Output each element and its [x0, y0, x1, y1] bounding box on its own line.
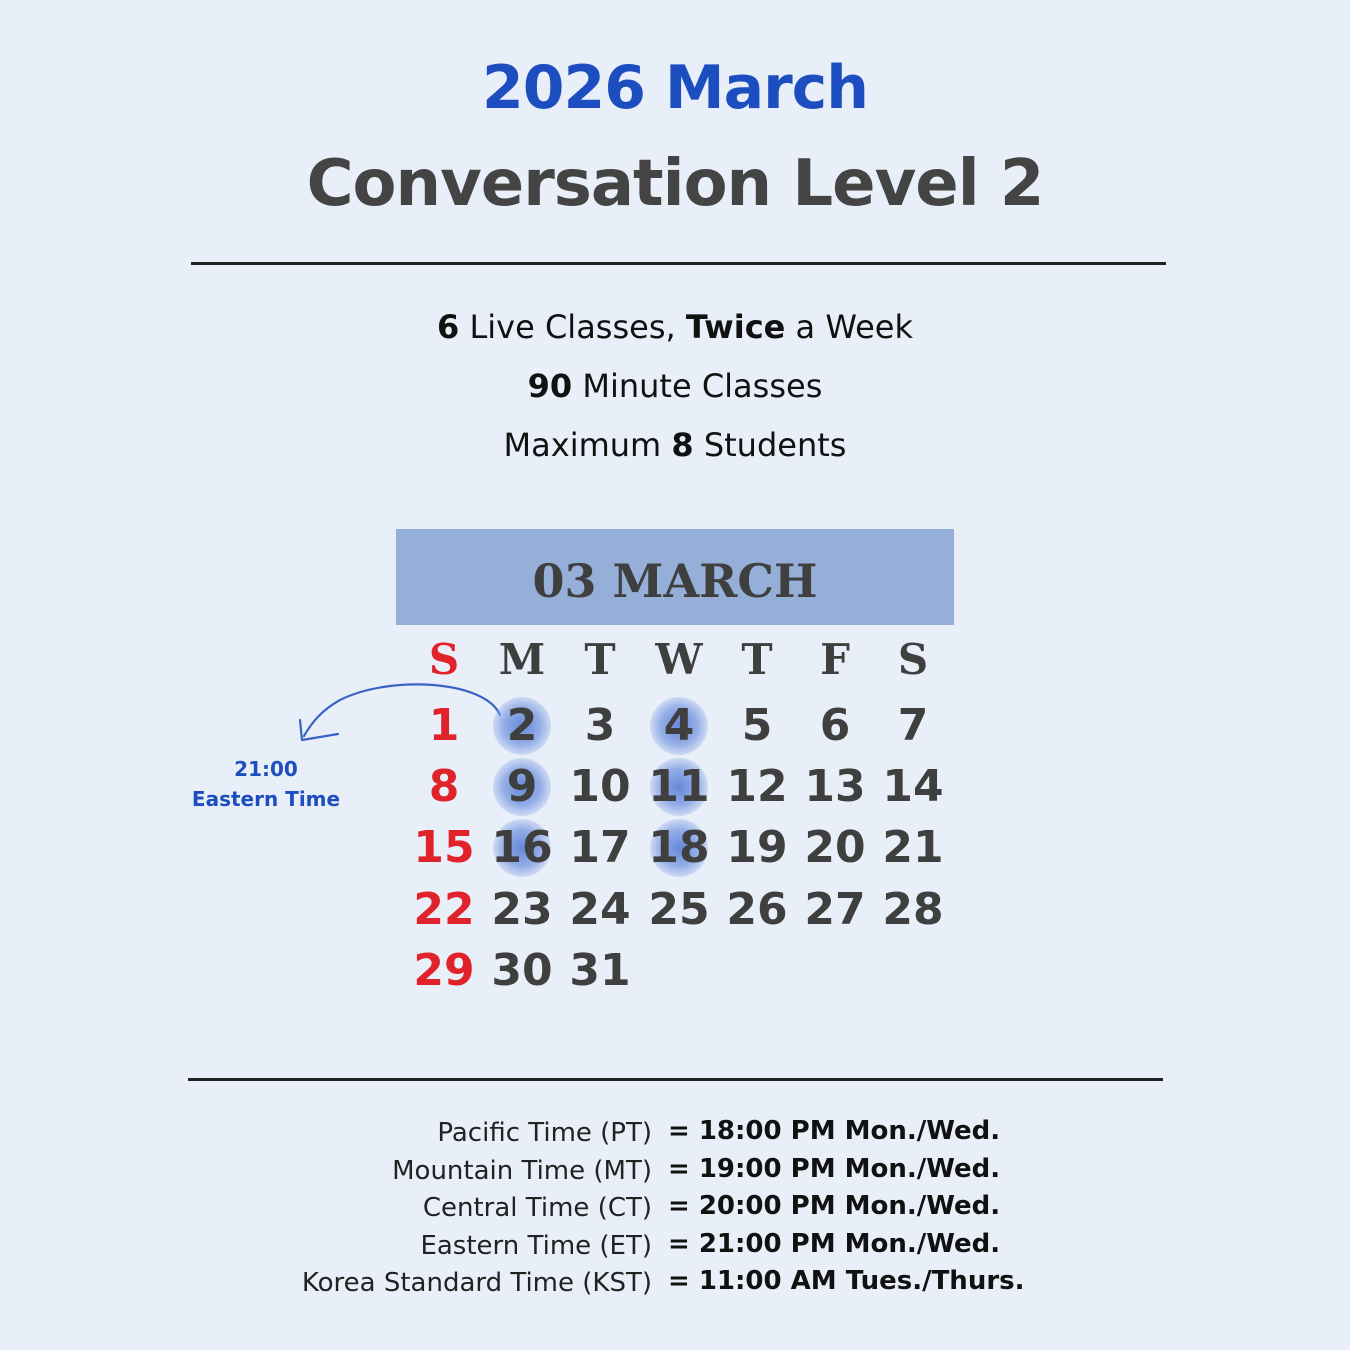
calendar-day-class: [483, 757, 561, 817]
calendar-day: [561, 757, 639, 817]
calendar-day-number: 22: [413, 884, 475, 935]
feature-capacity-count: 8: [671, 426, 694, 464]
calendar-day-number: 28: [882, 884, 944, 935]
calendar-day: [796, 757, 874, 817]
feature-capacity: [0, 416, 1350, 475]
feature-capacity-text: Students: [693, 426, 847, 464]
feature-capacity-prefix: Maximum: [503, 426, 672, 464]
divider-bottom: [188, 1078, 1163, 1081]
timezone-row-mt: [0, 1152, 1350, 1190]
timezone-row-pt: [0, 1114, 1350, 1152]
annotation-zone: Eastern Time: [191, 787, 341, 811]
weekday-label: S: [897, 635, 929, 684]
calendar-day-number: 21: [882, 822, 944, 873]
weekday-header: [796, 630, 874, 690]
calendar-day-number: 16: [491, 822, 553, 873]
timezone-name: Korea Standard Time (KST): [301, 1268, 652, 1298]
weekday-label: F: [820, 635, 850, 684]
calendar-day-number: 24: [569, 884, 631, 935]
timezone-value: = 20:00 PM Mon./Wed.: [668, 1191, 1001, 1221]
timezone-row-et: [0, 1227, 1350, 1265]
timezone-value: = 21:00 PM Mon./Wed.: [668, 1229, 1001, 1259]
timezone-name: Eastern Time (ET): [420, 1231, 652, 1261]
calendar-day-number: 27: [804, 884, 866, 935]
calendar-day-number: 11: [648, 761, 710, 812]
calendar-day: [718, 757, 796, 817]
timezone-row-ct: [0, 1189, 1350, 1227]
calendar-day-number: 30: [491, 945, 553, 996]
feature-classes-count: 6: [437, 308, 460, 346]
calendar-day-number: 20: [804, 822, 866, 873]
feature-frequency-text: a Week: [785, 308, 913, 346]
calendar-day-class: [640, 818, 718, 878]
divider-top: [191, 262, 1166, 265]
timezone-value: = 19:00 PM Mon./Wed.: [668, 1154, 1001, 1184]
calendar-month-label: 03 MARCH: [532, 554, 818, 608]
title-course: Conversation Level 2: [306, 147, 1044, 221]
calendar-day: [796, 818, 874, 878]
calendar-day: [640, 880, 718, 940]
calendar-day-number: 10: [569, 761, 631, 812]
timezone-name: Central Time (CT): [422, 1193, 652, 1223]
timezone-name: Pacific Time (PT): [437, 1118, 652, 1148]
calendar-day: [796, 880, 874, 940]
calendar-day-number: 13: [804, 761, 866, 812]
calendar-day: [718, 880, 796, 940]
calendar-day: [561, 941, 639, 1001]
calendar-day: [561, 818, 639, 878]
calendar-day-number: 1: [428, 700, 460, 751]
calendar-day: [874, 757, 952, 817]
feature-classes-text: Live Classes,: [459, 308, 686, 346]
annotation-time: 21:00: [234, 757, 298, 781]
calendar-day: [561, 696, 639, 756]
weekday-label: M: [498, 635, 546, 684]
calendar-day: [561, 880, 639, 940]
calendar-day-number: 17: [569, 822, 631, 873]
calendar-day: [483, 941, 561, 1001]
calendar-day-class: [640, 757, 718, 817]
timezone-name: Mountain Time (MT): [392, 1156, 652, 1186]
feature-duration-text: Minute Classes: [572, 367, 823, 405]
weekday-header: [718, 630, 796, 690]
calendar-day: [405, 941, 483, 1001]
calendar-day-number: 7: [897, 700, 929, 751]
calendar-day: [874, 818, 952, 878]
feature-duration-minutes: 90: [527, 367, 573, 405]
feature-duration: [0, 357, 1350, 416]
calendar-day-number: 26: [726, 884, 788, 935]
timezone-row-kst: [0, 1264, 1350, 1302]
calendar-day: [796, 696, 874, 756]
calendar-day-number: 14: [882, 761, 944, 812]
feature-frequency: Twice: [685, 308, 786, 346]
calendar-day-number: 6: [819, 700, 851, 751]
calendar-day-number: 31: [569, 945, 631, 996]
feature-classes: [0, 298, 1350, 357]
calendar-day-class: [483, 818, 561, 878]
weekday-header: [874, 630, 952, 690]
timezone-value: = 11:00 AM Tues./Thurs.: [668, 1266, 1025, 1296]
calendar-day-number: 18: [648, 822, 710, 873]
calendar-day-number: 23: [491, 884, 553, 935]
weekday-label: S: [428, 635, 460, 684]
timezone-value: = 18:00 PM Mon./Wed.: [668, 1116, 1001, 1146]
calendar-day-number: 29: [413, 945, 475, 996]
calendar-header: [396, 529, 954, 625]
calendar-day: [405, 880, 483, 940]
calendar-day-number: 12: [726, 761, 788, 812]
calendar-day: [483, 880, 561, 940]
calendar-day: [874, 880, 952, 940]
calendar-day-number: 19: [726, 822, 788, 873]
calendar-day: [405, 818, 483, 878]
calendar-day-class: [640, 696, 718, 756]
calendar-day-number: 2: [506, 700, 538, 751]
calendar-day-number: 25: [648, 884, 710, 935]
calendar-day-number: 9: [506, 761, 538, 812]
calendar-day: [874, 696, 952, 756]
calendar-day-number: 5: [741, 700, 773, 751]
weekday-label: T: [741, 635, 773, 684]
weekday-label: W: [655, 635, 703, 684]
weekday-header: [640, 630, 718, 690]
calendar-day-number: 8: [428, 761, 460, 812]
features-list: [0, 298, 1350, 475]
title-year-month: 2026 March: [482, 53, 868, 123]
calendar-day: [718, 696, 796, 756]
weekday-label: T: [584, 635, 616, 684]
calendar-day-class: [483, 696, 561, 756]
weekday-header: [561, 630, 639, 690]
calendar-day: [718, 818, 796, 878]
calendar-day-number: 3: [584, 700, 616, 751]
calendar-day-number: 15: [413, 822, 475, 873]
calendar-day: [405, 757, 483, 817]
calendar-day-number: 4: [663, 700, 695, 751]
